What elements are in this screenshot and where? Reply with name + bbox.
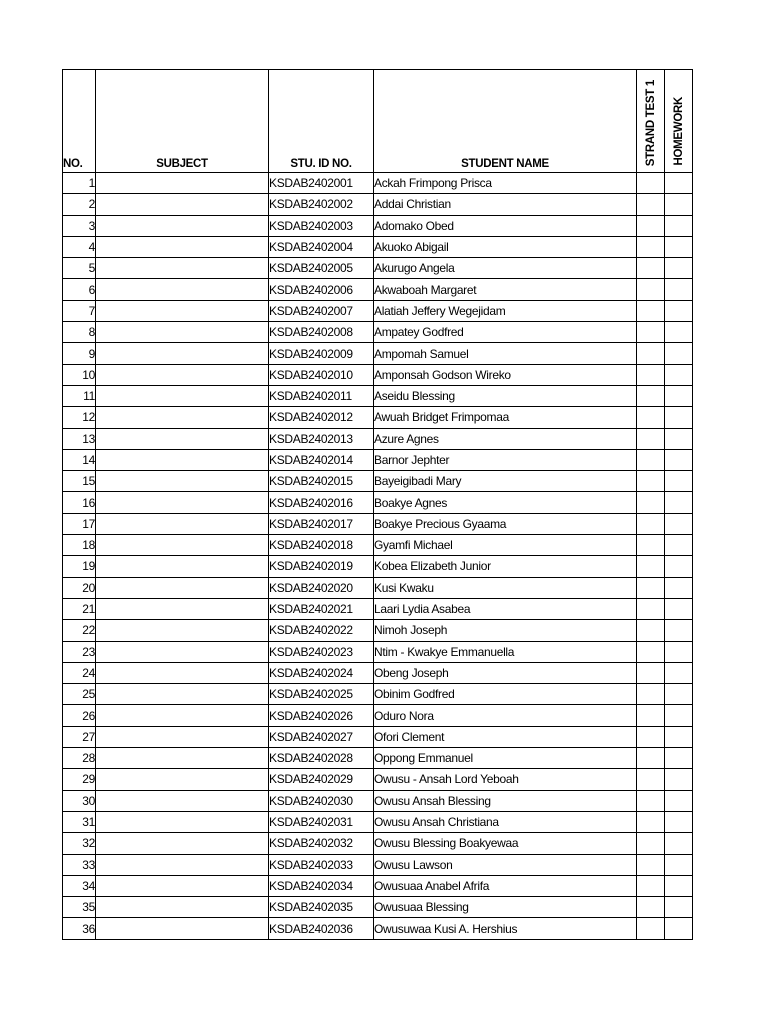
student-id: KSDAB2402001 [269, 173, 374, 194]
student-name: Adomako Obed [374, 215, 637, 236]
student-name: Owusuwaa Kusi A. Hershius [374, 918, 637, 939]
strand-test-cell[interactable] [637, 385, 665, 406]
table-row [63, 811, 693, 832]
subject-cell[interactable] [96, 492, 269, 513]
row-number: 9 [63, 343, 96, 364]
strand-test-cell[interactable] [637, 854, 665, 875]
row-number: 34 [63, 875, 96, 896]
table-row [63, 854, 693, 875]
student-id: KSDAB2402012 [269, 407, 374, 428]
student-id: KSDAB2402007 [269, 300, 374, 321]
subject-cell[interactable] [96, 556, 269, 577]
strand-test-cell[interactable] [637, 428, 665, 449]
student-name: Addai Christian [374, 194, 637, 215]
strand-test-cell[interactable] [637, 449, 665, 470]
header-strand-test-cell [637, 70, 665, 173]
row-number: 19 [63, 556, 96, 577]
row-number: 36 [63, 918, 96, 939]
strand-test-cell[interactable] [637, 577, 665, 598]
subject-cell[interactable] [96, 598, 269, 619]
student-id: KSDAB2402034 [269, 875, 374, 896]
table-row [63, 385, 693, 406]
row-number: 25 [63, 684, 96, 705]
student-name: Barnor Jephter [374, 449, 637, 470]
subject-cell[interactable] [96, 769, 269, 790]
header-homework: HOMEWORK [672, 97, 685, 166]
student-id: KSDAB2402015 [269, 471, 374, 492]
strand-test-cell[interactable] [637, 598, 665, 619]
student-name: Akuoko Abigail [374, 236, 637, 257]
student-id: KSDAB2402020 [269, 577, 374, 598]
homework-cell[interactable] [665, 662, 693, 683]
table-row [63, 215, 693, 236]
row-number: 35 [63, 897, 96, 918]
homework-cell[interactable] [665, 833, 693, 854]
student-name: Ackah Frimpong Prisca [374, 173, 637, 194]
homework-cell[interactable] [665, 556, 693, 577]
row-number: 32 [63, 833, 96, 854]
student-id: KSDAB2402022 [269, 620, 374, 641]
subject-cell[interactable] [96, 875, 269, 896]
student-id: KSDAB2402028 [269, 748, 374, 769]
homework-cell[interactable] [665, 790, 693, 811]
student-name: Owusuaa Anabel Afrifa [374, 875, 637, 896]
row-number: 12 [63, 407, 96, 428]
student-id: KSDAB2402016 [269, 492, 374, 513]
student-name: Owusu Ansah Christiana [374, 811, 637, 832]
homework-cell[interactable] [665, 513, 693, 534]
subject-cell[interactable] [96, 577, 269, 598]
table-row [63, 173, 693, 194]
homework-cell[interactable] [665, 343, 693, 364]
subject-cell[interactable] [96, 684, 269, 705]
student-name: Owusuaa Blessing [374, 897, 637, 918]
strand-test-cell[interactable] [637, 471, 665, 492]
student-id: KSDAB2402019 [269, 556, 374, 577]
strand-test-cell[interactable] [637, 194, 665, 215]
student-name: Ntim - Kwakye Emmanuella [374, 641, 637, 662]
student-name: Awuah Bridget Frimpomaa [374, 407, 637, 428]
homework-cell[interactable] [665, 897, 693, 918]
table-row [63, 662, 693, 683]
row-number: 23 [63, 641, 96, 662]
strand-test-cell[interactable] [637, 875, 665, 896]
subject-cell[interactable] [96, 428, 269, 449]
row-number: 8 [63, 322, 96, 343]
strand-test-cell[interactable] [637, 684, 665, 705]
subject-cell[interactable] [96, 918, 269, 939]
homework-cell[interactable] [665, 364, 693, 385]
row-number: 31 [63, 811, 96, 832]
row-number: 5 [63, 258, 96, 279]
table-row [63, 598, 693, 619]
subject-cell[interactable] [96, 343, 269, 364]
strand-test-cell[interactable] [637, 258, 665, 279]
row-number: 30 [63, 790, 96, 811]
student-id: KSDAB2402032 [269, 833, 374, 854]
strand-test-cell[interactable] [637, 322, 665, 343]
subject-cell[interactable] [96, 641, 269, 662]
row-number: 4 [63, 236, 96, 257]
homework-cell[interactable] [665, 279, 693, 300]
student-name: Alatiah Jeffery Wegejidam [374, 300, 637, 321]
strand-test-cell[interactable] [637, 343, 665, 364]
homework-cell[interactable] [665, 471, 693, 492]
subject-cell[interactable] [96, 897, 269, 918]
student-name: Ofori Clement [374, 726, 637, 747]
strand-test-cell[interactable] [637, 364, 665, 385]
student-name: Nimoh Joseph [374, 620, 637, 641]
student-id: KSDAB2402002 [269, 194, 374, 215]
table-row [63, 279, 693, 300]
subject-cell[interactable] [96, 385, 269, 406]
strand-test-cell[interactable] [637, 173, 665, 194]
student-name: Amponsah Godson Wireko [374, 364, 637, 385]
homework-cell[interactable] [665, 236, 693, 257]
row-number: 33 [63, 854, 96, 875]
table-row [63, 726, 693, 747]
table-body [63, 173, 693, 940]
table-row [63, 748, 693, 769]
row-number: 6 [63, 279, 96, 300]
header-stu-id: STU. ID NO. [269, 70, 374, 173]
strand-test-cell[interactable] [637, 620, 665, 641]
homework-cell[interactable] [665, 258, 693, 279]
student-name: Ampomah Samuel [374, 343, 637, 364]
homework-cell[interactable] [665, 385, 693, 406]
row-number: 27 [63, 726, 96, 747]
table-row [63, 300, 693, 321]
homework-cell[interactable] [665, 598, 693, 619]
student-id: KSDAB2402021 [269, 598, 374, 619]
homework-cell[interactable] [665, 769, 693, 790]
student-id: KSDAB2402024 [269, 662, 374, 683]
student-register-table [62, 69, 693, 940]
table-row [63, 471, 693, 492]
strand-test-cell[interactable] [637, 897, 665, 918]
student-name: Owusu Blessing Boakyewaa [374, 833, 637, 854]
subject-cell[interactable] [96, 535, 269, 556]
homework-cell[interactable] [665, 918, 693, 939]
homework-cell[interactable] [665, 811, 693, 832]
student-id: KSDAB2402014 [269, 449, 374, 470]
subject-cell[interactable] [96, 236, 269, 257]
student-name: Owusu - Ansah Lord Yeboah [374, 769, 637, 790]
homework-cell[interactable] [665, 535, 693, 556]
table-row [63, 833, 693, 854]
strand-test-cell[interactable] [637, 556, 665, 577]
subject-cell[interactable] [96, 833, 269, 854]
student-id: KSDAB2402004 [269, 236, 374, 257]
strand-test-cell[interactable] [637, 279, 665, 300]
table-row [63, 556, 693, 577]
subject-cell[interactable] [96, 471, 269, 492]
strand-test-cell[interactable] [637, 236, 665, 257]
row-number: 14 [63, 449, 96, 470]
homework-cell[interactable] [665, 875, 693, 896]
student-id: KSDAB2402027 [269, 726, 374, 747]
student-id: KSDAB2402029 [269, 769, 374, 790]
table-row [63, 918, 693, 939]
strand-test-cell[interactable] [637, 748, 665, 769]
row-number: 2 [63, 194, 96, 215]
homework-cell[interactable] [665, 428, 693, 449]
subject-cell[interactable] [96, 705, 269, 726]
table-row [63, 705, 693, 726]
homework-cell[interactable] [665, 726, 693, 747]
student-id: KSDAB2402033 [269, 854, 374, 875]
table-row [63, 577, 693, 598]
homework-cell[interactable] [665, 684, 693, 705]
strand-test-cell[interactable] [637, 641, 665, 662]
subject-cell[interactable] [96, 279, 269, 300]
table-row [63, 620, 693, 641]
student-id: KSDAB2402023 [269, 641, 374, 662]
student-id: KSDAB2402035 [269, 897, 374, 918]
row-number: 11 [63, 385, 96, 406]
homework-cell[interactable] [665, 577, 693, 598]
table-row [63, 897, 693, 918]
student-name: Akurugo Angela [374, 258, 637, 279]
row-number: 20 [63, 577, 96, 598]
student-id: KSDAB2402011 [269, 385, 374, 406]
table-row [63, 790, 693, 811]
header-strand-test: STRAND TEST 1 [644, 79, 657, 166]
strand-test-cell[interactable] [637, 513, 665, 534]
student-id: KSDAB2402003 [269, 215, 374, 236]
table-row [63, 407, 693, 428]
student-name: Gyamfi Michael [374, 535, 637, 556]
student-name: Aseidu Blessing [374, 385, 637, 406]
row-number: 3 [63, 215, 96, 236]
row-number: 15 [63, 471, 96, 492]
row-number: 7 [63, 300, 96, 321]
subject-cell[interactable] [96, 322, 269, 343]
student-name: Akwaboah Margaret [374, 279, 637, 300]
table-row [63, 194, 693, 215]
strand-test-cell[interactable] [637, 726, 665, 747]
homework-cell[interactable] [665, 705, 693, 726]
student-id: KSDAB2402010 [269, 364, 374, 385]
homework-cell[interactable] [665, 215, 693, 236]
subject-cell[interactable] [96, 173, 269, 194]
subject-cell[interactable] [96, 215, 269, 236]
strand-test-cell[interactable] [637, 918, 665, 939]
row-number: 16 [63, 492, 96, 513]
student-name: Boakye Precious Gyaama [374, 513, 637, 534]
student-name: Kusi Kwaku [374, 577, 637, 598]
subject-cell[interactable] [96, 300, 269, 321]
student-name: Ampatey Godfred [374, 322, 637, 343]
subject-cell[interactable] [96, 449, 269, 470]
strand-test-cell[interactable] [637, 790, 665, 811]
strand-test-cell[interactable] [637, 407, 665, 428]
row-number: 24 [63, 662, 96, 683]
table-row [63, 769, 693, 790]
homework-cell[interactable] [665, 300, 693, 321]
student-name: Owusu Ansah Blessing [374, 790, 637, 811]
subject-cell[interactable] [96, 662, 269, 683]
row-number: 10 [63, 364, 96, 385]
student-name: Oduro Nora [374, 705, 637, 726]
student-name: Owusu Lawson [374, 854, 637, 875]
student-name: Kobea Elizabeth Junior [374, 556, 637, 577]
strand-test-cell[interactable] [637, 492, 665, 513]
student-id: KSDAB2402018 [269, 535, 374, 556]
homework-cell[interactable] [665, 492, 693, 513]
subject-cell[interactable] [96, 854, 269, 875]
student-name: Obinim Godfred [374, 684, 637, 705]
student-id: KSDAB2402036 [269, 918, 374, 939]
homework-cell[interactable] [665, 173, 693, 194]
table-row [63, 364, 693, 385]
strand-test-cell[interactable] [637, 300, 665, 321]
row-number: 17 [63, 513, 96, 534]
row-number: 18 [63, 535, 96, 556]
homework-cell[interactable] [665, 641, 693, 662]
table-row [63, 343, 693, 364]
subject-cell[interactable] [96, 513, 269, 534]
strand-test-cell[interactable] [637, 215, 665, 236]
header-no: NO. [63, 70, 96, 173]
strand-test-cell[interactable] [637, 769, 665, 790]
header-student-name: STUDENT NAME [374, 70, 637, 173]
subject-cell[interactable] [96, 790, 269, 811]
student-name: Obeng Joseph [374, 662, 637, 683]
table-row [63, 684, 693, 705]
student-id: KSDAB2402031 [269, 811, 374, 832]
student-name: Bayeigibadi Mary [374, 471, 637, 492]
table-row [63, 513, 693, 534]
student-name: Oppong Emmanuel [374, 748, 637, 769]
header-row [63, 70, 693, 173]
row-number: 1 [63, 173, 96, 194]
strand-test-cell[interactable] [637, 705, 665, 726]
table-row [63, 492, 693, 513]
table-row [63, 236, 693, 257]
homework-cell[interactable] [665, 194, 693, 215]
strand-test-cell[interactable] [637, 535, 665, 556]
table-row [63, 641, 693, 662]
row-number: 26 [63, 705, 96, 726]
subject-cell[interactable] [96, 407, 269, 428]
homework-cell[interactable] [665, 620, 693, 641]
student-id: KSDAB2402009 [269, 343, 374, 364]
subject-cell[interactable] [96, 726, 269, 747]
row-number: 22 [63, 620, 96, 641]
student-id: KSDAB2402026 [269, 705, 374, 726]
subject-cell[interactable] [96, 748, 269, 769]
student-id: KSDAB2402025 [269, 684, 374, 705]
student-id: KSDAB2402005 [269, 258, 374, 279]
header-homework-cell [665, 70, 693, 173]
student-name: Laari Lydia Asabea [374, 598, 637, 619]
row-number: 13 [63, 428, 96, 449]
subject-cell[interactable] [96, 620, 269, 641]
homework-cell[interactable] [665, 322, 693, 343]
subject-cell[interactable] [96, 194, 269, 215]
homework-cell[interactable] [665, 854, 693, 875]
strand-test-cell[interactable] [637, 833, 665, 854]
row-number: 29 [63, 769, 96, 790]
subject-cell[interactable] [96, 811, 269, 832]
row-number: 28 [63, 748, 96, 769]
student-name: Boakye Agnes [374, 492, 637, 513]
header-subject: SUBJECT [96, 70, 269, 173]
table-row [63, 258, 693, 279]
table-row [63, 428, 693, 449]
table-row [63, 449, 693, 470]
homework-cell[interactable] [665, 407, 693, 428]
student-id: KSDAB2402006 [269, 279, 374, 300]
student-name: Azure Agnes [374, 428, 637, 449]
homework-cell[interactable] [665, 748, 693, 769]
table-row [63, 322, 693, 343]
subject-cell[interactable] [96, 258, 269, 279]
table-row [63, 875, 693, 896]
subject-cell[interactable] [96, 364, 269, 385]
strand-test-cell[interactable] [637, 811, 665, 832]
student-id: KSDAB2402017 [269, 513, 374, 534]
student-id: KSDAB2402030 [269, 790, 374, 811]
strand-test-cell[interactable] [637, 662, 665, 683]
student-id: KSDAB2402013 [269, 428, 374, 449]
table-row [63, 535, 693, 556]
student-id: KSDAB2402008 [269, 322, 374, 343]
homework-cell[interactable] [665, 449, 693, 470]
row-number: 21 [63, 598, 96, 619]
